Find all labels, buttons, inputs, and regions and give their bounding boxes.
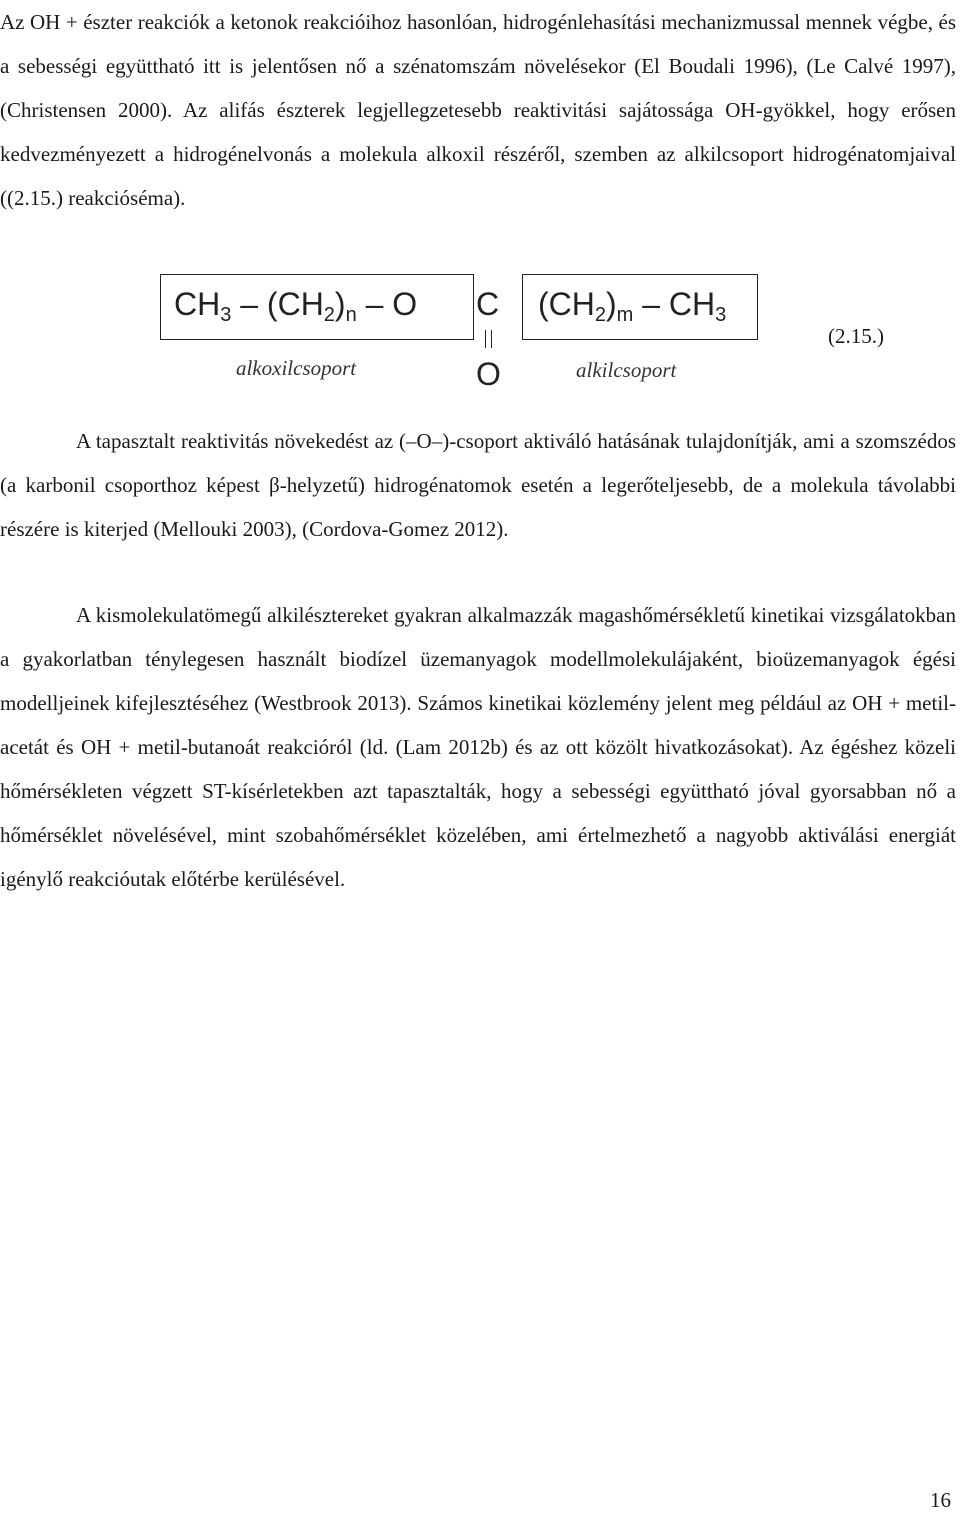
equation-number: (2.15.) — [828, 324, 884, 348]
page-number: 16 — [930, 1488, 951, 1512]
reaction-scheme — [160, 272, 780, 394]
alkil-formula: $(CH_2)_m - CH_3$ — [538, 286, 727, 326]
paragraph-kinetics: A kismolekulatömegű alkilésztereket gyakran alkalmazzák magashőmérsékletű kinetikai vizsgálatokban a gyakorlatban ténylegesen használt biodízel üzemanyagok modellmolekulájaként, bioüzemanyagok égési modelljeinek kifejlesztéséhez (Westbrook 2013). Számos kinetikai közlemény jelent meg például az OH + metil-acetát és OH + metil-butanoát reakcióról (ld. (Lam 2012b) és az ott közölt hivatkozásokat). Az égéshez közeli hőmérsékleten végzett ST-kísérletekben azt tapasztalták, hogy a sebességi együttható jóval gyorsabban nő a hőmérséklet növelésével, mint szobahőmérséklet közelében, ami értelmezhető a nagyobb aktiválási energiát igénylő reakcióutak előtérbe kerülésével. — [0, 603, 956, 891]
carbonyl-carbon: C — [476, 286, 500, 322]
carbonyl-oxygen: O — [476, 356, 501, 392]
alkoxil-label: alkoxilcsoport — [236, 356, 357, 380]
alkoxil-formula: $CH_3 - (CH_2)_n$ – O — [174, 286, 418, 326]
paragraph-reactivity: A tapasztalt reaktivitás növekedést az (–O–)-csoport aktiváló hatásának tulajdonítják, ami a szomszédos (a karbonil csoporthoz képest β-helyzetű) hidrogénatomok esetén a legerőteljesebb, de a molekula távolabbi részére is kiterjed (Mellouki 2003), (Cordova-Gomez 2012). — [0, 429, 956, 541]
double-bond — [485, 330, 492, 348]
paragraph-intro: Az OH + észter reakciók a ketonok reakcióihoz hasonlóan, hidrogénlehasítási mechanizmussal mennek végbe, és a sebességi együttható itt is jelentősen nő a szénatomszám növelésekor (El Boudali 1996), (Le Calvé 1997), (Christensen 2000). Az alifás észterek legjellegzetesebb reaktivitási sajátossága OH-gyökkel, hogy erősen kedvezményezett a hidrogénelvonás a molekula alkoxil részéről, szemben az alkilcsoport hidrogénatomjaival ((2.15.) reakcióséma). — [0, 10, 956, 210]
alkil-label: alkilcsoport — [576, 358, 677, 382]
